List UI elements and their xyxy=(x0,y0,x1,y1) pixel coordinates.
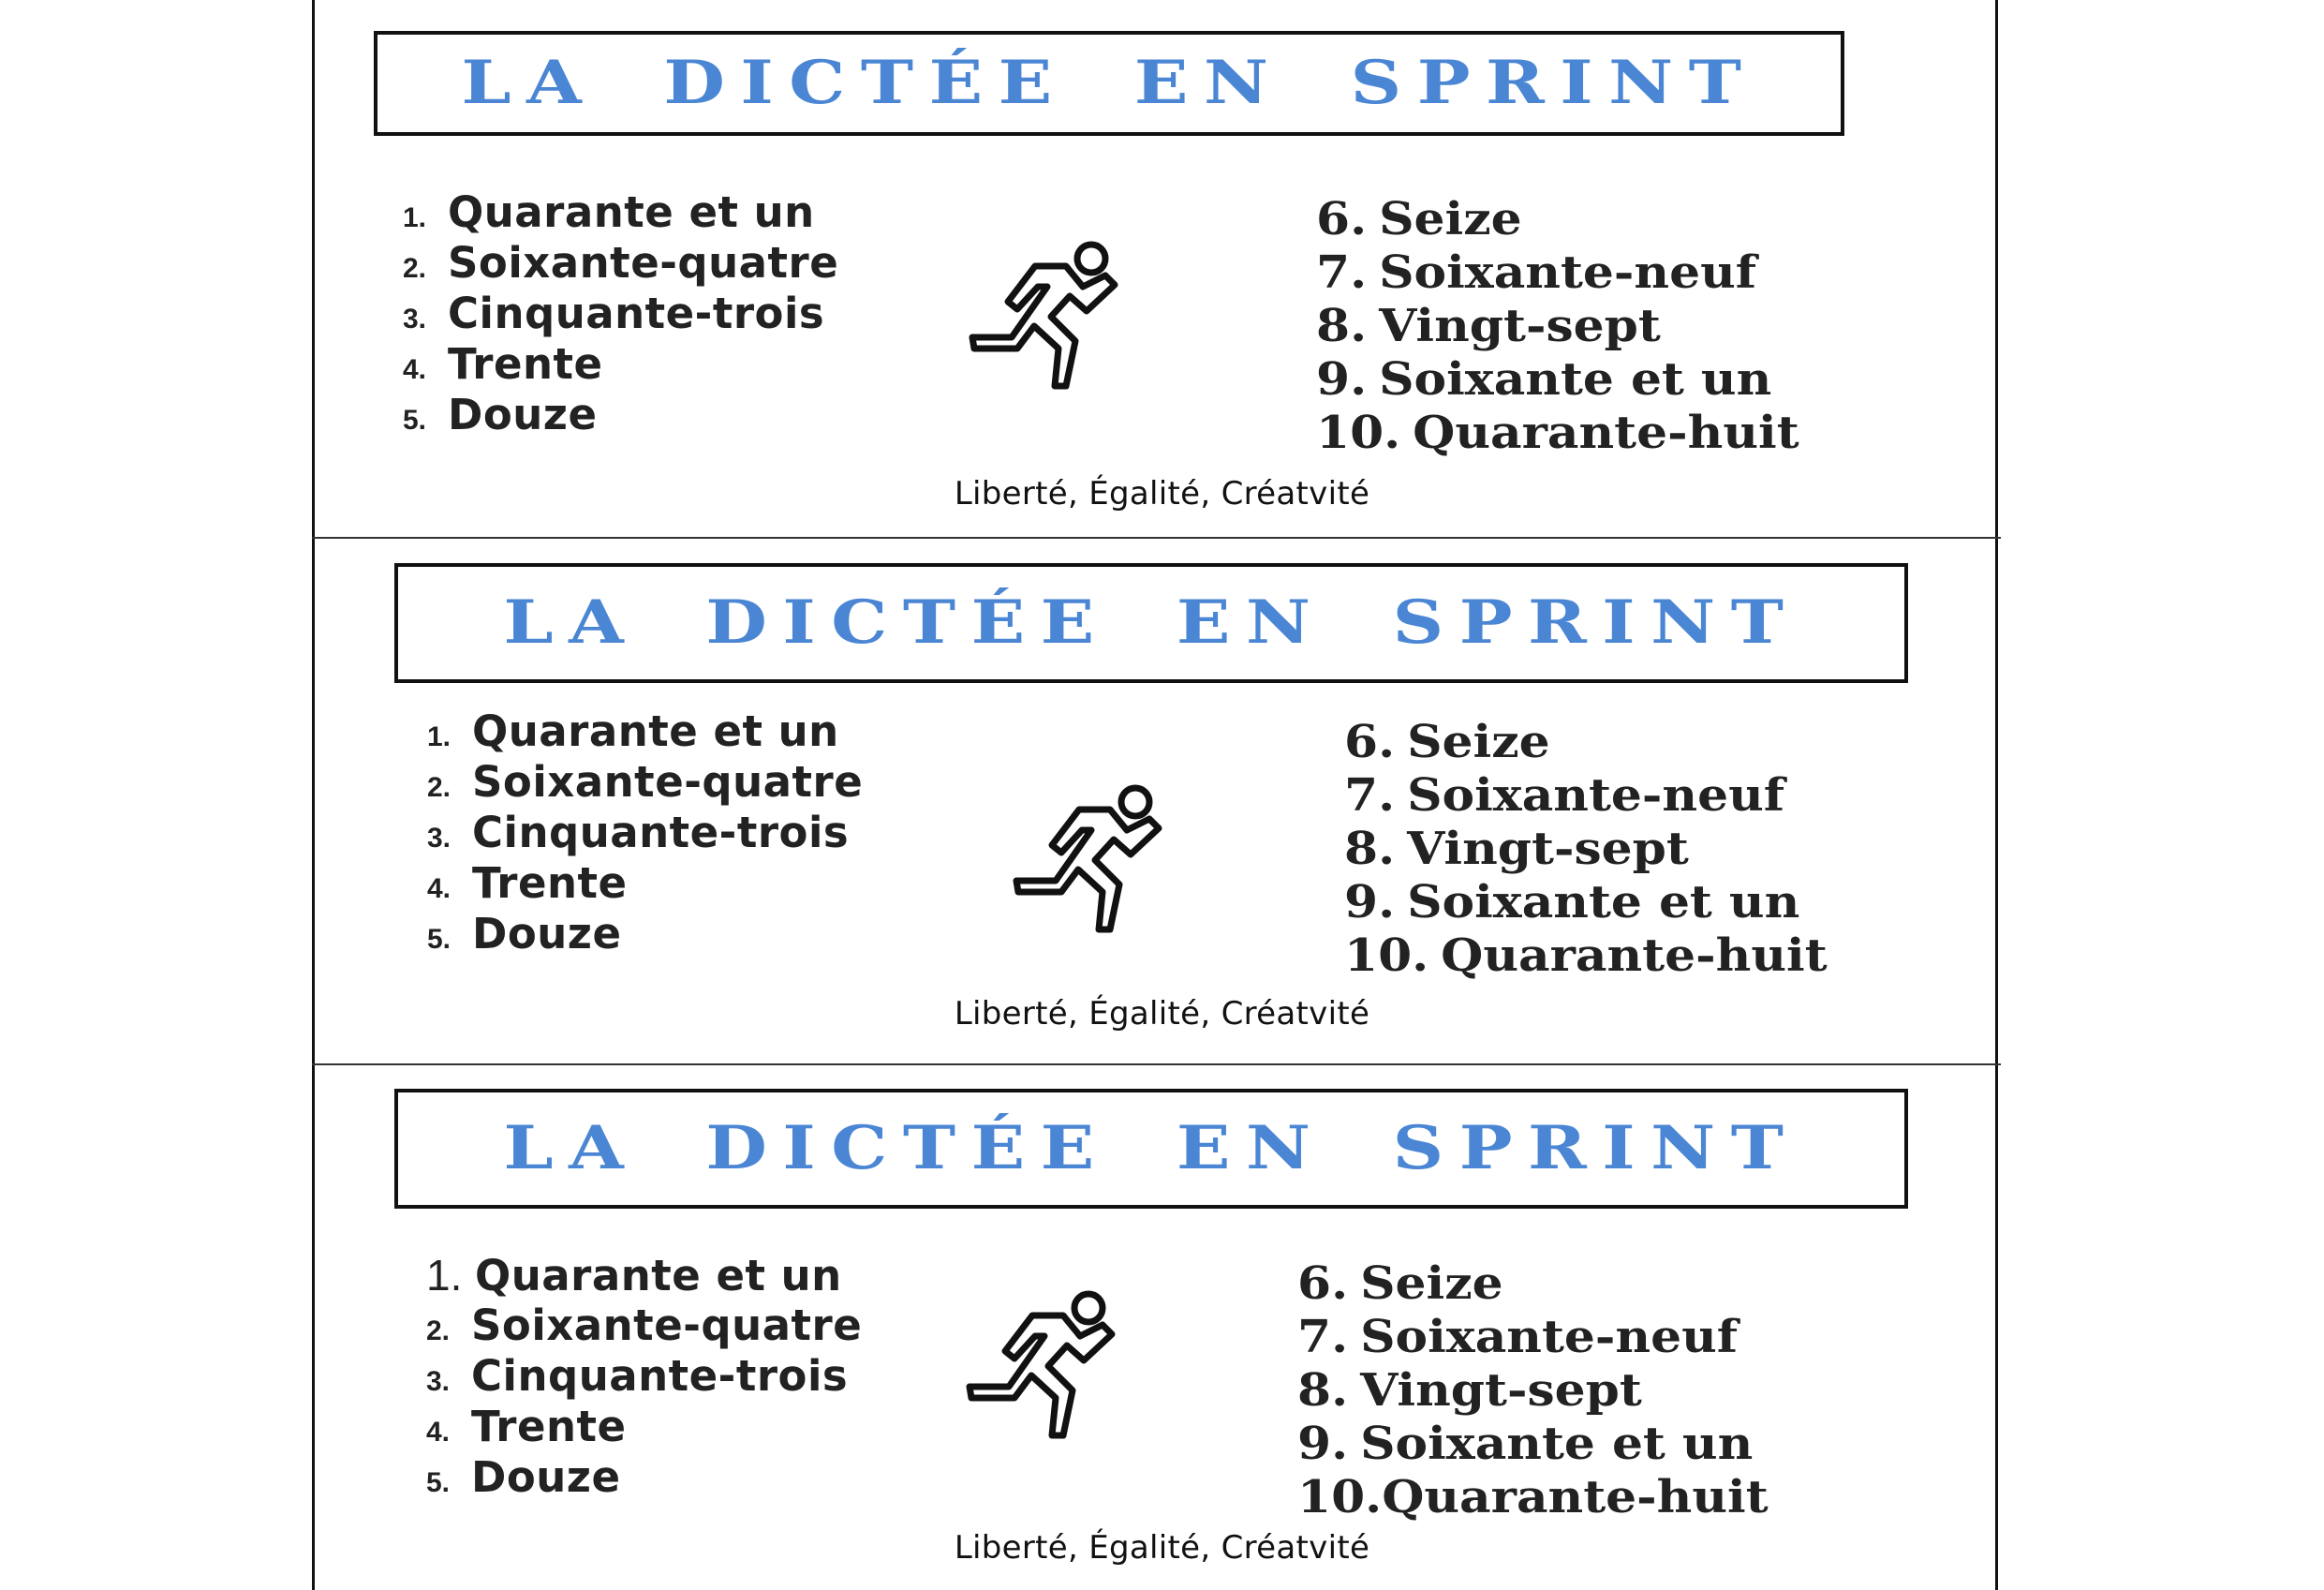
item-number: 6. xyxy=(1316,193,1368,245)
item-number: 1. xyxy=(427,721,451,752)
list-item xyxy=(1297,1418,1769,1471)
list-item xyxy=(426,1402,862,1452)
item-number: 1. xyxy=(426,1251,463,1300)
item-number: 1. xyxy=(403,202,427,233)
item-word: Soixante et un xyxy=(1379,353,1772,406)
card-title: LA DICTÉE EN SPRINT xyxy=(503,1113,1799,1183)
item-word: Seize xyxy=(1407,716,1550,768)
item-number: 3. xyxy=(426,1366,451,1397)
item-number: 5. xyxy=(403,405,427,436)
item-word: Trente xyxy=(472,858,628,908)
runner-icon xyxy=(962,1287,1126,1445)
item-word: Cinquante-trois xyxy=(448,289,825,338)
item-word: Soixante-neuf xyxy=(1360,1311,1739,1363)
item-word: Vingt-sept xyxy=(1360,1364,1642,1417)
item-word: Soixante et un xyxy=(1360,1418,1754,1470)
word-list-right xyxy=(1297,1257,1769,1524)
list-item xyxy=(426,1250,862,1300)
item-number: 2. xyxy=(403,253,427,284)
item-word: Vingt-sept xyxy=(1379,300,1661,352)
item-number: 8. xyxy=(1344,823,1396,875)
item-number: 9. xyxy=(1297,1418,1349,1470)
motto: Liberté, Égalité, Créatvité xyxy=(954,1529,1370,1567)
item-number: 7. xyxy=(1316,246,1368,299)
item-word: Douze xyxy=(448,390,598,439)
item-number: 8. xyxy=(1316,300,1368,352)
item-number: 4. xyxy=(403,354,427,385)
item-word: Seize xyxy=(1379,193,1522,245)
item-word: Soixante-neuf xyxy=(1407,769,1785,822)
item-number: 6. xyxy=(1297,1257,1349,1310)
item-word: Vingt-sept xyxy=(1407,823,1689,875)
item-word: Soixante-quatre xyxy=(471,1300,863,1350)
item-word: Soixante-neuf xyxy=(1379,246,1757,299)
item-number: 7. xyxy=(1344,769,1396,822)
list-item xyxy=(426,1300,862,1351)
item-word: Quarante et un xyxy=(472,706,839,756)
item-number: 9. xyxy=(1344,876,1396,929)
item-word: Quarante-huit xyxy=(1413,407,1799,459)
list-item xyxy=(1297,1471,1769,1524)
word-list-left xyxy=(426,1250,862,1503)
item-number: 5. xyxy=(427,924,451,955)
item-word: Cinquante-trois xyxy=(471,1351,849,1401)
title-box xyxy=(394,1089,1908,1209)
item-number: 10. xyxy=(1316,407,1401,459)
item-number: 3. xyxy=(427,823,451,854)
list-item xyxy=(426,1452,862,1503)
list-item xyxy=(1297,1257,1769,1311)
item-number: 4. xyxy=(427,873,451,904)
item-word: Trente xyxy=(448,339,603,389)
card-title: LA DICTÉE EN SPRINT xyxy=(461,48,1757,118)
item-number: 5. xyxy=(426,1467,451,1498)
item-number: 2. xyxy=(426,1315,451,1346)
list-item xyxy=(1297,1311,1769,1364)
item-number: 4. xyxy=(426,1417,451,1448)
card-title: LA DICTÉE EN SPRINT xyxy=(503,587,1799,658)
item-word: Soixante-quatre xyxy=(472,757,864,807)
item-number: 10. xyxy=(1297,1471,1383,1523)
item-word: Quarante-huit xyxy=(1382,1471,1769,1523)
item-word: Soixante-quatre xyxy=(448,238,839,288)
item-word: Seize xyxy=(1360,1257,1503,1310)
motto: Liberté, Égalité, Créatvité xyxy=(954,475,1370,513)
item-word: Quarante-huit xyxy=(1441,929,1828,982)
item-number: 9. xyxy=(1316,353,1368,406)
motto: Liberté, Égalité, Créatvité xyxy=(954,995,1370,1033)
item-number: 3. xyxy=(403,304,427,334)
item-number: 8. xyxy=(1297,1364,1349,1417)
item-word: Quarante et un xyxy=(448,187,815,237)
item-word: Quarante et un xyxy=(475,1251,842,1300)
item-number: 6. xyxy=(1344,716,1396,768)
item-number: 10. xyxy=(1344,929,1429,982)
item-word: Douze xyxy=(471,1452,621,1502)
list-item xyxy=(1297,1364,1769,1418)
item-number: 7. xyxy=(1297,1311,1349,1363)
item-word: Trente xyxy=(471,1402,627,1451)
item-word: Douze xyxy=(472,909,622,958)
list-item xyxy=(426,1351,862,1402)
item-number: 2. xyxy=(427,772,451,803)
item-word: Soixante et un xyxy=(1407,876,1800,929)
item-word: Cinquante-trois xyxy=(472,808,850,857)
